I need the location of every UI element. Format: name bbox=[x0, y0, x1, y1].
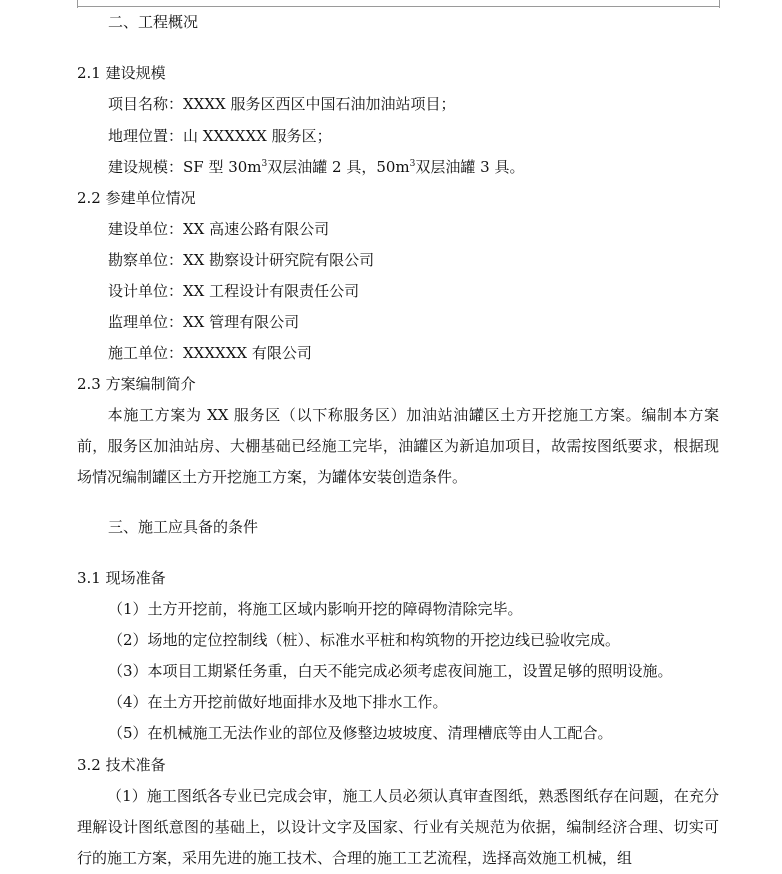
project-name-line: 项目名称：XXXX 服务区西区中国石油加油站项目； bbox=[108, 95, 456, 113]
unit-supervision: 监理单位：XX 管理有限公司 bbox=[108, 313, 300, 331]
scale-part-a: 建设规模：SF 型 30m bbox=[108, 158, 262, 176]
section-heading-3: 三、施工应具备的条件 bbox=[108, 518, 259, 536]
site-prep-item-3: （3）本项目工期紧任务重，白天不能完成必须考虑夜间施工，设置足够的照明设施。 bbox=[108, 662, 673, 680]
section-heading-2: 二、工程概况 bbox=[108, 13, 199, 31]
tech-prep-text: （1）施工图纸各专业已完成会审，施工人员必须认真审查图纸，熟悉图纸存在问题，在充分理解设计图纸意图的基础上，以设计文字及国家、行业有关规范为依据，编制经济合理、切实可行的施工方案，采用先进的施工技术、合理的施工工艺流程，选择高效施工机械，组 bbox=[77, 787, 719, 867]
subsection-title-2-1: 2.1 建设规模 bbox=[77, 64, 166, 82]
page-corner-mark-right bbox=[719, 0, 720, 8]
unit-design: 设计单位：XX 工程设计有限责任公司 bbox=[108, 282, 360, 300]
site-prep-item-4: （4）在土方开挖前做好地面排水及地下排水工作。 bbox=[108, 693, 448, 711]
site-prep-item-5: （5）在机械施工无法作业的部位及修整边坡坡度、清理槽底等由人工配合。 bbox=[108, 724, 613, 742]
site-prep-item-2: （2）场地的定位控制线（桩）、标准水平桩和构筑物的开挖边线已验收完成。 bbox=[108, 631, 621, 649]
scheme-intro-paragraph bbox=[77, 400, 719, 493]
subsection-title-3-2: 3.2 技术准备 bbox=[77, 756, 166, 774]
location-line: 地理位置：山 XXXXXX 服务区； bbox=[108, 127, 332, 145]
tech-prep-paragraph bbox=[77, 781, 719, 874]
scale-part-b: 双层油罐 2 具，50m bbox=[267, 158, 410, 176]
site-prep-item-1: （1）土方开挖前，将施工区域内影响开挖的障碍物清除完毕。 bbox=[108, 600, 523, 618]
subsection-title-2-3: 2.3 方案编制简介 bbox=[77, 375, 196, 393]
subsection-title-2-2: 2.2 参建单位情况 bbox=[77, 189, 196, 207]
superscript-3: 3 bbox=[261, 159, 268, 169]
unit-survey: 勘察单位：XX 勘察设计研究院有限公司 bbox=[108, 251, 375, 269]
scale-line bbox=[108, 157, 525, 177]
unit-construction: 建设单位：XX 高速公路有限公司 bbox=[108, 220, 330, 238]
scheme-intro-text: 本施工方案为 XX 服务区（以下称服务区）加油站油罐区土方开挖施工方案。编制本方案前，服务区加油站房、大棚基础已经施工完毕，油罐区为新追加项目，故需按图纸要求，根据现场情况编制罐区土方开挖施工方案，为罐体安装创造条件。 bbox=[77, 406, 719, 486]
superscript-3: 3 bbox=[409, 159, 416, 169]
page-corner-mark-left bbox=[77, 0, 78, 8]
scale-part-c: 双层油罐 3 具。 bbox=[415, 158, 525, 176]
unit-contractor: 施工单位：XXXXXX 有限公司 bbox=[108, 344, 312, 362]
subsection-title-3-1: 3.1 现场准备 bbox=[77, 569, 166, 587]
header-rule bbox=[77, 6, 719, 7]
